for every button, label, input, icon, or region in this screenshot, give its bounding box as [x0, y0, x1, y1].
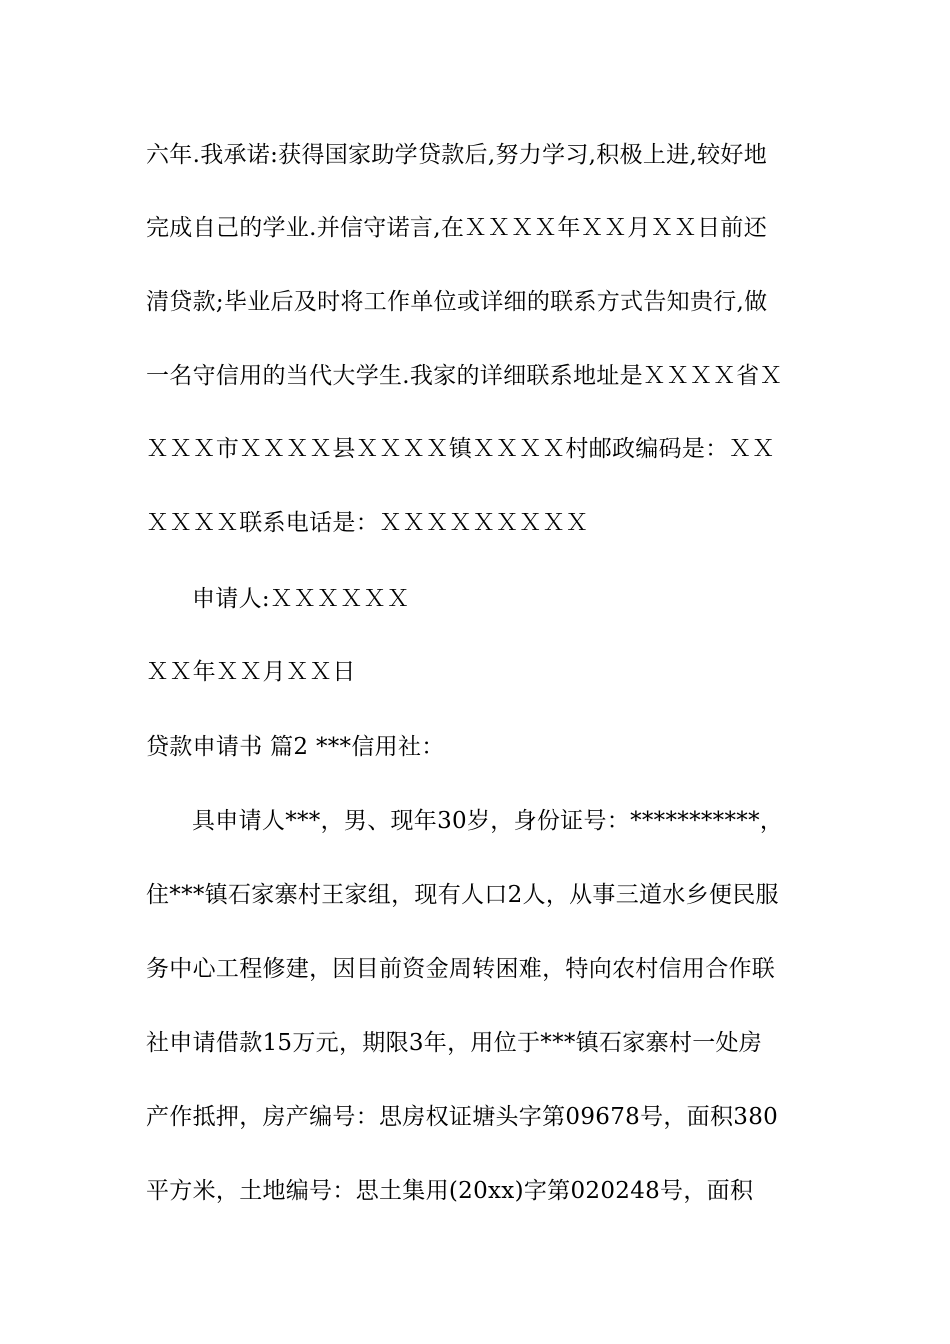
- paragraph-line-2: 住***镇石家寨村王家组，现有人口2人，从事三道水乡便民服: [146, 882, 779, 908]
- applicant-line: 申请人:ＸＸＸＸＸＸ: [192, 586, 410, 612]
- text-line-3: 清贷款;毕业后及时将工作单位或详细的联系方式告知贵行,做: [146, 289, 768, 315]
- text-line-1: 六年.我承诺:获得国家助学贷款后,努力学习,积极上进,较好地: [146, 142, 767, 168]
- paragraph-line-6: 平方米，土地编号：思土集用(20xx)字第020248号，面积: [146, 1178, 754, 1204]
- text-line-2: 完成自己的学业.并信守诺言,在ＸＸＸＸ年ＸＸ月ＸＸ日前还: [146, 215, 768, 241]
- section-heading: 贷款申请书 篇2 ***信用社：: [146, 734, 445, 760]
- paragraph-line-3: 务中心工程修建，因目前资金周转困难，特向农村信用合作联: [146, 956, 776, 982]
- text-line-6: ＸＸＸＸ联系电话是：ＸＸＸＸＸＸＸＸＸ: [146, 510, 589, 536]
- paragraph-line-4: 社申请借款15万元，期限3年，用位于***镇石家寨村一处房: [146, 1030, 763, 1056]
- paragraph-line-5: 产作抵押，房产编号：思房权证塘头字第09678号，面积380: [146, 1104, 779, 1130]
- date-line: ＸＸ年ＸＸ月ＸＸ日: [146, 659, 356, 685]
- text-line-5: ＸＸＸ市ＸＸＸＸ县ＸＸＸＸ镇ＸＸＸＸ村邮政编码是：ＸＸ: [146, 436, 776, 462]
- paragraph-line-1: 具申请人***，男、现年30岁，身份证号：***********，: [192, 808, 784, 834]
- text-line-4: 一名守信用的当代大学生.我家的详细联系地址是ＸＸＸＸ省Ｘ: [146, 363, 783, 389]
